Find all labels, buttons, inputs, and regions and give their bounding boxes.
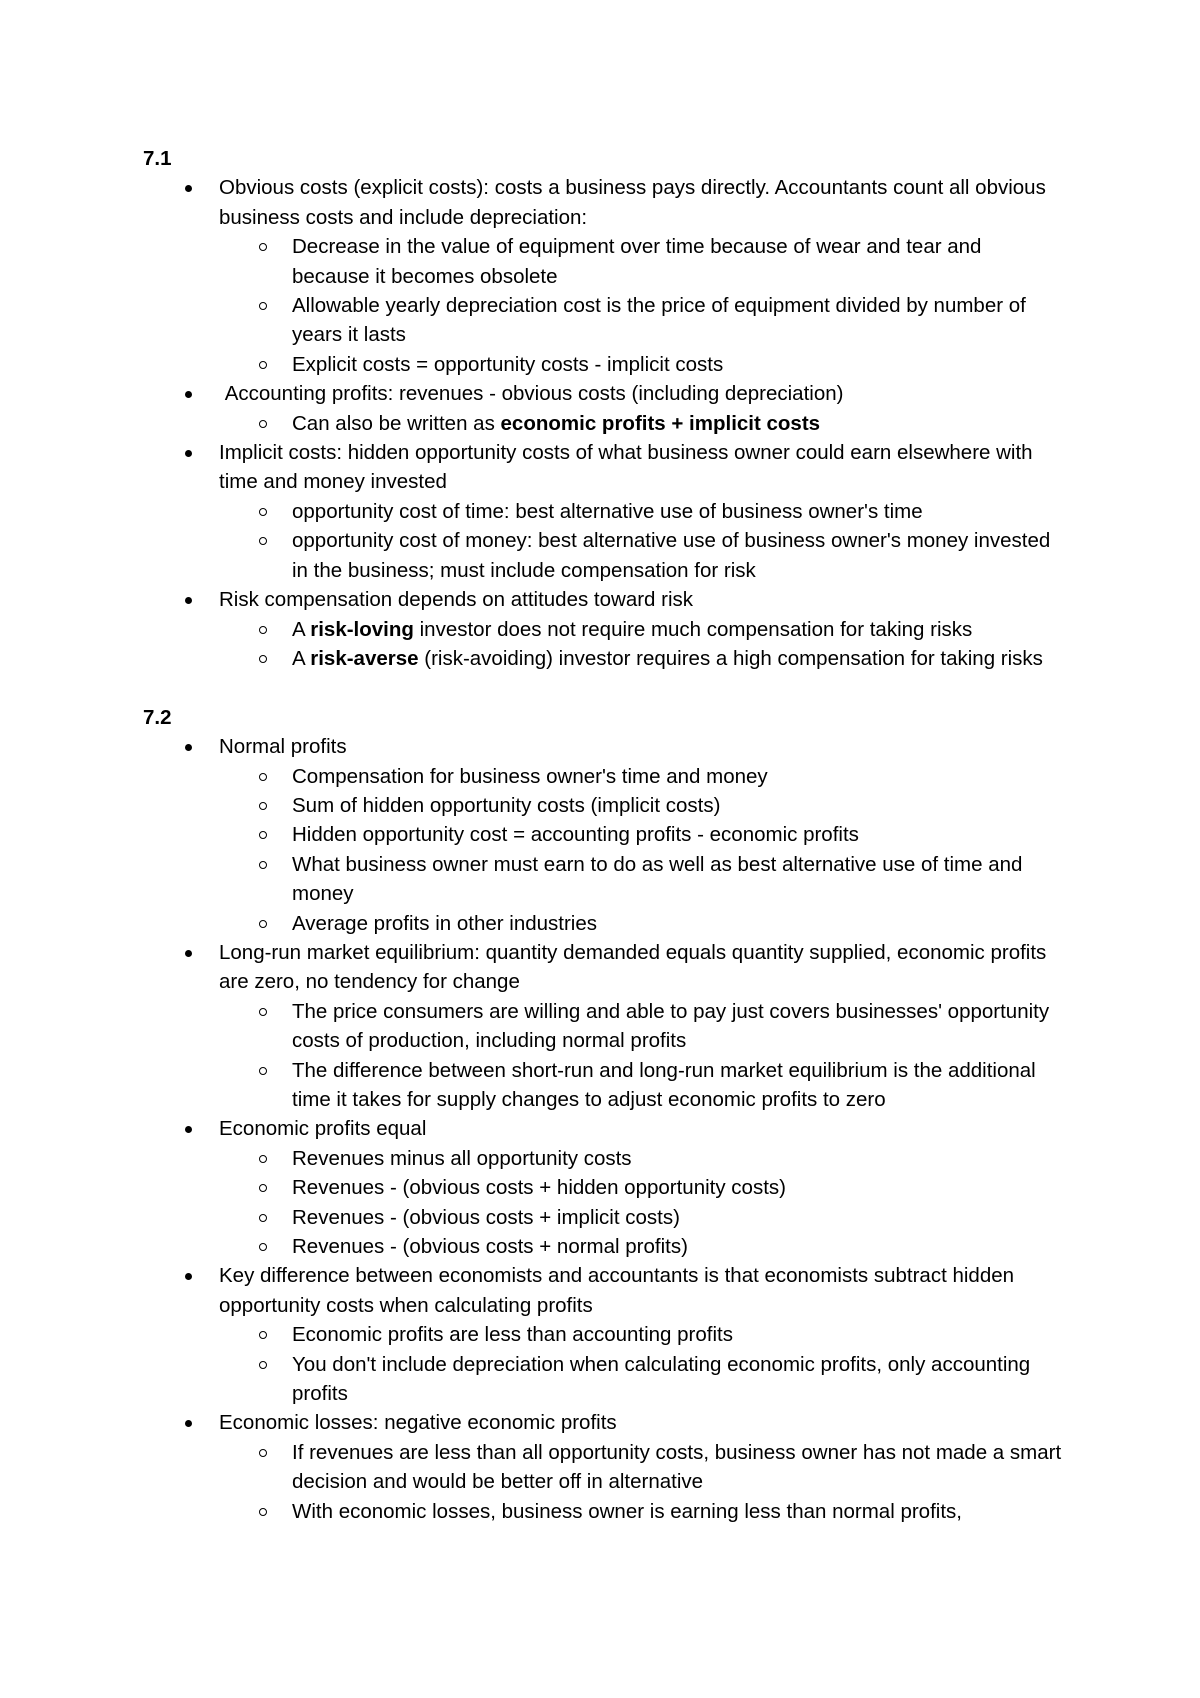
list-item (143, 585, 1063, 673)
sub-list-item-text (292, 765, 768, 788)
sub-bullet-list (219, 762, 1063, 938)
sub-list-item-text (292, 1147, 632, 1170)
sub-bullet-list (219, 1320, 1063, 1408)
hollow-bullet-icon (259, 1361, 267, 1369)
hollow-bullet-icon (259, 1214, 267, 1222)
sub-list-item (219, 350, 1063, 379)
sub-list-item (219, 820, 1063, 849)
sub-list-item-text (292, 1176, 786, 1199)
sub-list-item (219, 791, 1063, 820)
sub-list-item (219, 1203, 1063, 1232)
list-item (143, 438, 1063, 585)
sub-bullet-list (219, 997, 1063, 1115)
list-item (143, 732, 1063, 938)
sub-list-item-text (292, 500, 923, 523)
hollow-bullet-icon (259, 831, 267, 839)
sub-list-item (219, 1173, 1063, 1202)
text-run: Revenues - (obvious costs + normal profits) (292, 1235, 688, 1259)
list-item (143, 938, 1063, 1114)
list-item (143, 379, 1063, 438)
sub-list-item (219, 997, 1063, 1056)
text-run: Explicit costs = opportunity costs - implicit costs (292, 352, 724, 376)
sub-list-item-text (292, 1206, 680, 1229)
sub-list-item (219, 497, 1063, 526)
filled-bullet-icon (185, 1420, 192, 1427)
list-item-text: Implicit costs: hidden opportunity costs of what business owner could earn elsewhere with time and money invested (219, 441, 1039, 494)
text-run: Decrease in the value of equipment over time because of wear and tear and because it becomes obsolete (292, 235, 988, 288)
list-item-text: Long-run market equilibrium: quantity demanded equals quantity supplied, economic profits are zero, no tendency for change (219, 940, 1053, 994)
text-run: opportunity cost of time: best alternative use of business owner's time (292, 499, 923, 523)
sub-list-item-text (292, 1059, 1041, 1111)
hollow-bullet-icon (259, 802, 267, 810)
sub-list-item-text (292, 1000, 1055, 1052)
list-item-text: Risk compensation depends on attitudes toward risk (219, 588, 694, 612)
sub-list-item-text (292, 647, 1043, 670)
section-heading: 7.2 (143, 705, 172, 729)
text-run: What business owner must earn to do as well as best alternative use of time and money (292, 852, 1029, 906)
text-run: Can also be written as (292, 411, 501, 435)
sub-list-item-text (292, 235, 987, 287)
text-run: With economic losses, business owner is earning less than normal profits, (292, 1499, 962, 1523)
text-run: opportunity cost of money: best alternative use of business owner's money invested in the business; must include compensation for risk (292, 529, 1056, 582)
list-item-text: Obvious costs (explicit costs): costs a business pays directly. Accountants count all obvious business costs and include depreciation: (219, 176, 1052, 229)
list-item (143, 1408, 1067, 1526)
hollow-bullet-icon (259, 302, 267, 310)
sub-bullet-list (219, 409, 1063, 438)
list-item-text: Economic profits equal (219, 1117, 427, 1141)
hollow-bullet-icon (259, 773, 267, 781)
text-run: (risk-avoiding) investor requires a high compensation for taking risks (418, 646, 1043, 670)
sub-list-item (219, 1320, 1063, 1349)
list-item-text: Economic losses: negative economic profits (219, 1411, 617, 1435)
text-run: Revenues - (obvious costs + hidden opportunity costs) (292, 1176, 786, 1200)
sub-list-item (219, 909, 1063, 938)
filled-bullet-icon (185, 391, 192, 398)
text-run: Economic profits are less than accounting profits (292, 1323, 733, 1347)
list-item-text: Key difference between economists and accountants is that economists subtract hidden opportunity costs when calculating profits (219, 1264, 1020, 1317)
sub-list-item (219, 1438, 1067, 1497)
section-heading: 7.1 (143, 147, 172, 170)
sub-bullet-list (219, 1438, 1067, 1526)
text-run: Average profits in other industries (292, 911, 598, 935)
hollow-bullet-icon (259, 861, 267, 869)
text-run: Allowable yearly depreciation cost is the price of equipment divided by number of years it lasts (292, 294, 1032, 347)
sub-list-item (219, 762, 1063, 791)
sub-list-item (219, 1144, 1063, 1173)
bold-term: risk-averse (310, 646, 419, 670)
list-item (143, 173, 1063, 379)
hollow-bullet-icon (259, 920, 267, 928)
text-run: The price consumers are willing and able to pay just covers businesses' opportunity costs of production, including normal profits (292, 999, 1055, 1053)
sub-list-item (219, 526, 1063, 585)
text-run: If revenues are less than all opportunity costs, business owner has not made a smart decision and would be better off in alternative (292, 1440, 1067, 1494)
text-run: The difference between short-run and long-run market equilibrium is the additional time it takes for supply changes to adjust economic profits to zero (292, 1058, 1042, 1111)
sub-list-item (219, 1056, 1063, 1115)
hollow-bullet-icon (259, 537, 267, 545)
section-spacer (143, 673, 1063, 702)
bold-term: economic profits + implicit costs (500, 411, 821, 435)
sub-list-item (219, 232, 1063, 291)
filled-bullet-icon (185, 744, 192, 751)
hollow-bullet-icon (259, 243, 267, 251)
text-run: You don't include depreciation when calculating economic profits, only accounting profits (292, 1352, 1036, 1406)
filled-bullet-icon (185, 450, 192, 457)
text-run: investor does not require much compensation for taking risks (413, 617, 973, 641)
text-run: A (292, 617, 311, 641)
filled-bullet-icon (185, 1273, 192, 1280)
sub-bullet-list (219, 497, 1063, 585)
sub-list-item-text (292, 1441, 1067, 1493)
sub-list-item (219, 409, 1063, 438)
hollow-bullet-icon (259, 1067, 267, 1075)
sub-list-item-text (292, 353, 723, 376)
sub-bullet-list (219, 1144, 1063, 1262)
list-item-text: Accounting profits: revenues - obvious costs (including depreciation) (219, 382, 844, 406)
hollow-bullet-icon (259, 1508, 267, 1516)
text-run: Revenues - (obvious costs + implicit costs) (292, 1205, 680, 1229)
hollow-bullet-icon (259, 1331, 267, 1339)
text-run: A (292, 646, 311, 670)
filled-bullet-icon (185, 185, 192, 192)
sub-list-item-text (292, 618, 972, 641)
text-run: Sum of hidden opportunity costs (implicit costs) (292, 793, 721, 817)
sub-list-item (219, 1497, 1063, 1526)
hollow-bullet-icon (259, 1155, 267, 1163)
bullet-list (143, 732, 1067, 1526)
hollow-bullet-icon (259, 655, 267, 663)
sub-list-item (219, 1350, 1063, 1409)
list-item (143, 1261, 1063, 1408)
sub-list-item-text (292, 529, 1056, 581)
filled-bullet-icon (185, 950, 192, 957)
text-run: Compensation for business owner's time and money (292, 764, 768, 788)
sub-list-item (219, 850, 1063, 909)
sub-list-item-text (292, 853, 1028, 905)
sub-bullet-list (219, 232, 1063, 379)
hollow-bullet-icon (259, 1243, 267, 1251)
hollow-bullet-icon (259, 420, 267, 428)
hollow-bullet-icon (259, 1184, 267, 1192)
sub-list-item-text (292, 912, 597, 935)
text-run: Hidden opportunity cost = accounting profits - economic profits (292, 823, 859, 847)
document-content (143, 144, 1067, 1526)
hollow-bullet-icon (259, 626, 267, 634)
sub-list-item (219, 615, 1063, 644)
bold-term: risk-loving (310, 617, 414, 641)
sub-list-item-text (292, 294, 1032, 346)
sub-list-item-text (292, 1353, 1036, 1405)
sub-bullet-list (219, 615, 1063, 674)
sub-list-item (219, 644, 1063, 673)
hollow-bullet-icon (259, 1008, 267, 1016)
sub-list-item-text (292, 1500, 962, 1523)
sub-list-item-text (292, 412, 820, 435)
filled-bullet-icon (185, 1126, 192, 1133)
bullet-list (143, 173, 1063, 673)
hollow-bullet-icon (259, 361, 267, 369)
list-item-text: Normal profits (219, 735, 347, 759)
hollow-bullet-icon (259, 1449, 267, 1457)
sub-list-item-text (292, 1235, 688, 1258)
list-item (143, 1114, 1063, 1261)
hollow-bullet-icon (259, 508, 267, 516)
text-run: Revenues minus all opportunity costs (292, 1146, 632, 1170)
sub-list-item-text (292, 823, 859, 846)
filled-bullet-icon (185, 597, 192, 604)
sub-list-item-text (292, 794, 720, 817)
sub-list-item (219, 291, 1063, 350)
sub-list-item (219, 1232, 1063, 1261)
sub-list-item-text (292, 1323, 733, 1346)
